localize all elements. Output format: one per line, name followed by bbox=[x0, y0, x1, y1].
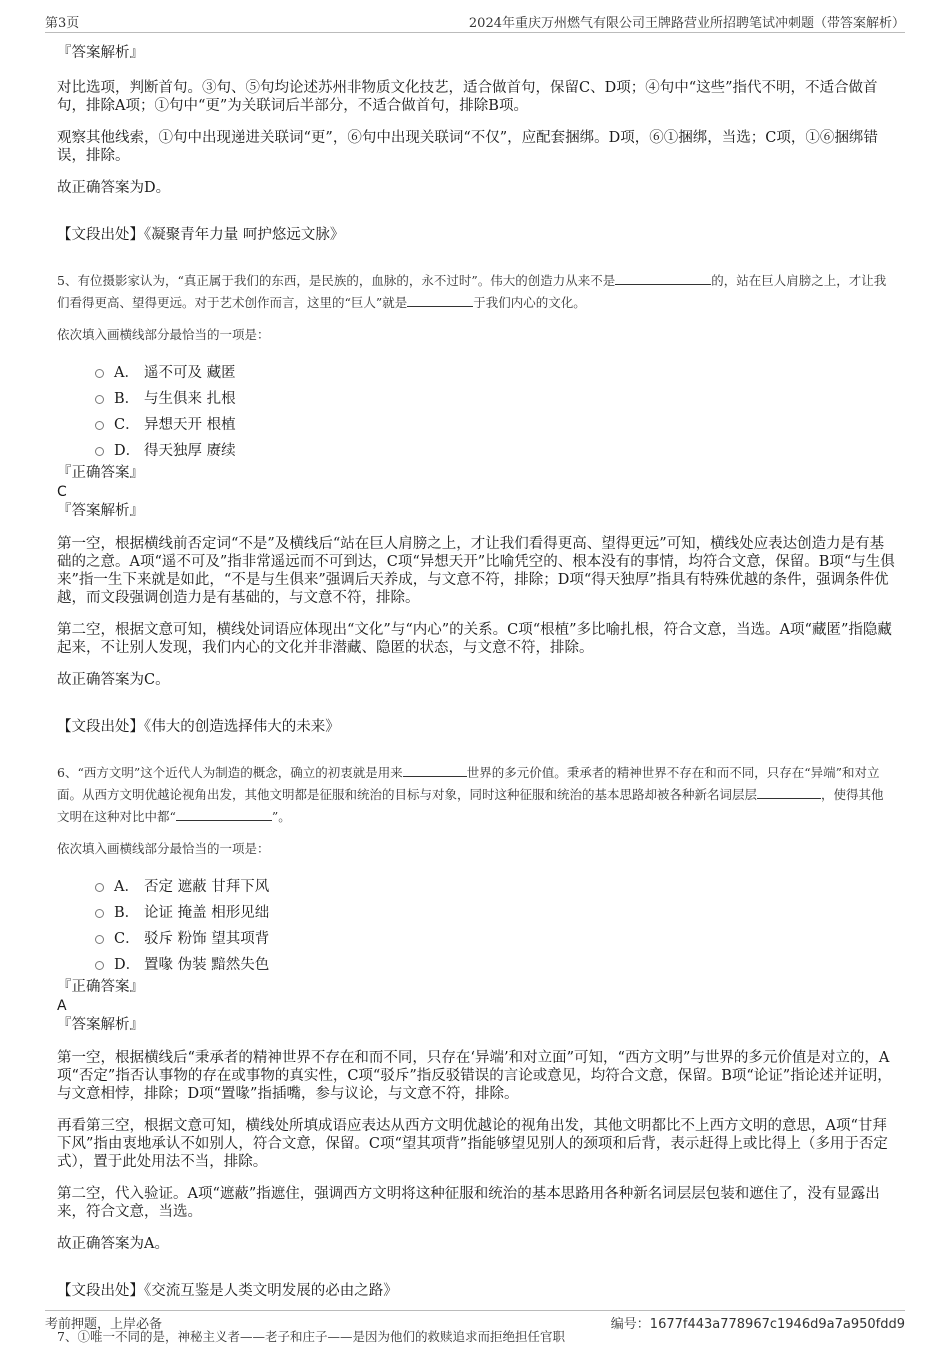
q5-correct-tag: 『正确答案』 bbox=[57, 465, 144, 481]
q6-stem: 6、“西方文明”这个近代人为制造的概念，确立的初衷就是用来 世界的多元价值。秉承者的精神世界不存在和而不同，只存在“异端”和对立面。从西方文明优越论视角出发，其他文明都是征服和统治的目标与对象，同时这种征服和统治的基本思路却被各种新名词层层 ，使得其他文明在这种对比中都“ ”。 bbox=[57, 765, 884, 824]
q6-option-a[interactable]: A． 否定 遮蔽 甘拜下风 bbox=[95, 874, 895, 900]
page-number: 第3页 bbox=[45, 15, 80, 31]
q6-options bbox=[57, 874, 895, 978]
q5-conclusion: 故正确答案为C。 bbox=[57, 672, 170, 688]
q6-analysis-p2: 再看第三空，根据文意可知，横线处所填成语应表达从西方文明优越论的视角出发，其他文明都比不上西方文明的意思，A项“甘拜下风”指由衷地承认不如别人，符合文意，保留。C项“望其项背”指能够望见别人的颈项和后背，表示赶得上或比得上（多用于否定式），置于此处用法不当，排除。 bbox=[57, 1118, 888, 1170]
document-title: 2024年重庆万州燃气有限公司王牌路营业所招聘笔试冲刺题（带答案解析） bbox=[468, 15, 905, 31]
q5-source: 【文段出处】《伟大的创造选择伟大的未来》 bbox=[57, 718, 340, 735]
q6-instruction: 依次填入画横线部分最恰当的一项是： bbox=[57, 841, 270, 856]
radio-icon[interactable] bbox=[95, 883, 104, 892]
q5-options bbox=[57, 360, 895, 464]
q5-instruction: 依次填入画横线部分最恰当的一项是： bbox=[57, 327, 270, 342]
q6-source: 【文段出处】《交流互鉴是人类文明发展的必由之路》 bbox=[57, 1282, 398, 1299]
page-header bbox=[45, 10, 905, 33]
q4-analysis-p1: 对比选项，判断首句。③句、⑤句均论述苏州非物质文化技艺，适合做首句，保留C、D项；④句中“这些”指代不明，不适合做首句，排除A项；①句中“更”为关联词后半部分，不适合做首句，排除B项。 bbox=[57, 80, 878, 114]
q6-analysis-tag: 『答案解析』 bbox=[57, 1017, 144, 1033]
q5-correct-answer: C bbox=[57, 484, 67, 500]
q5-stem: 5、有位摄影家认为，“真正属于我们的东西，是民族的，血脉的，永不过时”。伟大的创造力从来不是 的，站在巨人肩膀之上，才让我们看得更高、望得更远。对于艺术创作而言，这里的“巨人”就是 于我们内心的文化。 bbox=[57, 273, 887, 310]
q6-option-c[interactable]: C． 驳斥 粉饰 望其项背 bbox=[95, 926, 895, 952]
q5-analysis-p1: 第一空，根据横线前否定词“不是”及横线后“站在巨人肩膀之上，才让我们看得更高、望得更远”可知，横线处应表达创造力是有基础的之意。A项“遥不可及”指非常遥远而不可到达，C项“异想天开”比喻凭空的、根本没有的事情，均符合文意，保留。B项“与生俱来”指一生下来就是如此，“不是与生俱来”强调后天养成，与文意不符，排除；D项“得天独厚”指具有特殊优越的条件，强调条件优越，而文段强调创造力是有基础的，与文意不符，排除。 bbox=[57, 536, 895, 606]
q4-analysis-tag: 『答案解析』 bbox=[57, 45, 144, 61]
q6-blank-1 bbox=[403, 764, 467, 777]
radio-icon[interactable] bbox=[95, 421, 104, 430]
footer-slogan: 考前押题，上岸必备 bbox=[45, 1316, 163, 1332]
q6-blank-3 bbox=[176, 808, 272, 821]
radio-icon[interactable] bbox=[95, 395, 104, 404]
q5-analysis-p2: 第二空，根据文意可知，横线处词语应体现出“文化”与“内心”的关系。C项“根植”多比喻扎根，符合文意，当选。A项“藏匿”指隐藏起来，不让别人发现，我们内心的文化并非潜藏、隐匿的状态，与文意不符，排除。 bbox=[57, 622, 892, 656]
q5-option-a[interactable]: A． 遥不可及 藏匿 bbox=[95, 360, 895, 386]
q6-analysis-p3: 第二空，代入验证。A项“遮蔽”指遮住，强调西方文明将这种征服和统治的基本思路用各种新名词层层包装和遮住了，没有显露出来，符合文意，当选。 bbox=[57, 1186, 880, 1220]
q6-correct-answer: A bbox=[57, 998, 67, 1014]
q4-conclusion: 故正确答案为D。 bbox=[57, 180, 171, 196]
q6-conclusion: 故正确答案为A。 bbox=[57, 1236, 169, 1252]
q6-analysis-p1: 第一空，根据横线后“秉承者的精神世界不存在和而不同，只存在‘异端’和对立面”可知，“西方文明”与世界的多元价值是对立的，A项“否定”指否认事物的存在或事物的真实性，C项“驳斥”指反驳错误的言论或意见，均符合文意，保留。B项“论证”指论述并证明，与文意相悖，排除；D项“置喙”指插嘴，参与议论，与文意不符，排除。 bbox=[57, 1050, 892, 1102]
q6-correct-tag: 『正确答案』 bbox=[57, 979, 144, 995]
q5-option-b[interactable]: B． 与生俱来 扎根 bbox=[95, 386, 895, 412]
q5-option-c[interactable]: C． 异想天开 根植 bbox=[95, 412, 895, 438]
radio-icon[interactable] bbox=[95, 447, 104, 456]
page-content bbox=[57, 44, 895, 1348]
q5-option-d[interactable]: D． 得天独厚 赓续 bbox=[95, 438, 895, 464]
document-code: 编号：1677f443a778967c1946d9a7a950fdd9 bbox=[610, 1316, 905, 1332]
radio-icon[interactable] bbox=[95, 369, 104, 378]
radio-icon[interactable] bbox=[95, 935, 104, 944]
q4-analysis-p2: 观察其他线索，①句中出现递进关联词“更”，⑥句中出现关联词“不仅”，应配套捆绑。D项，⑥①捆绑，当选；C项，①⑥捆绑错误，排除。 bbox=[57, 130, 878, 164]
q6-blank-2 bbox=[757, 786, 821, 799]
q4-source: 【文段出处】《凝聚青年力量 呵护悠远文脉》 bbox=[57, 226, 345, 243]
radio-icon[interactable] bbox=[95, 909, 104, 918]
page-footer bbox=[45, 1310, 905, 1333]
radio-icon[interactable] bbox=[95, 961, 104, 970]
q5-blank-1 bbox=[615, 272, 711, 285]
q5-blank-2 bbox=[407, 294, 473, 307]
q7-stem: 7、①唯一不同的是，神秘主义者——老子和庄子——是因为他们的救赎追求而拒绝担任官职 bbox=[57, 1329, 565, 1344]
q5-analysis-tag: 『答案解析』 bbox=[57, 503, 144, 519]
q6-option-b[interactable]: B． 论证 掩盖 相形见绌 bbox=[95, 900, 895, 926]
q6-option-d[interactable]: D． 置喙 伪装 黯然失色 bbox=[95, 952, 895, 978]
